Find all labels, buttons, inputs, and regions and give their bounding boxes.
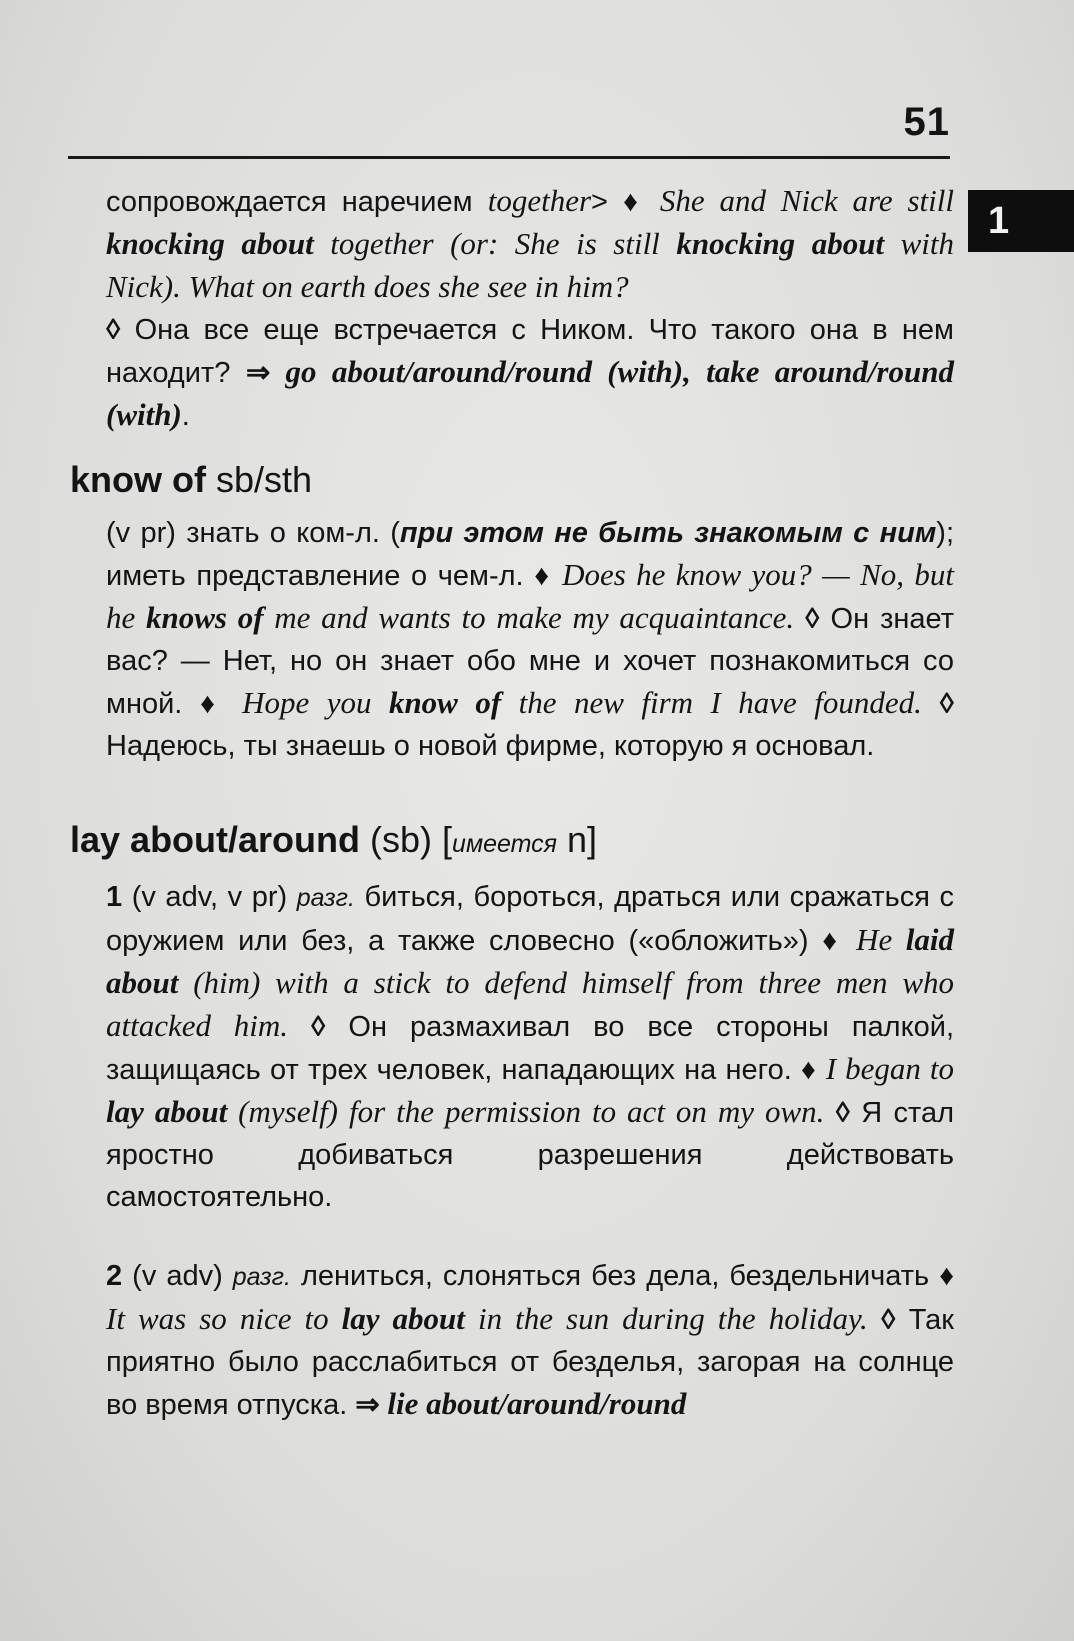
example-marker: ♦ [200, 688, 225, 720]
translation-marker: ◊ [824, 1097, 851, 1129]
cross-reference: lie about/around/round [379, 1386, 687, 1421]
section-tab: 1 [968, 190, 1074, 252]
headword-object: (sb) [ [360, 819, 453, 860]
headword-object: sb/sth [205, 459, 313, 500]
definition-text: биться, бороться, драться или сражаться с оружием или без, а также словесно («обложить») [106, 881, 954, 957]
example-text: Hope you know of the new firm I have founded. [224, 685, 922, 720]
example-marker: ♦ [534, 560, 552, 592]
example-marker: ♦ [801, 1054, 817, 1086]
entry-continuation [106, 180, 954, 437]
sense-number: 2 [106, 1260, 123, 1292]
translation-text: Так приятно было расслабиться от безделья, загорая на солнце во время отпуска. [106, 1304, 954, 1421]
example-marker: ♦ [822, 925, 843, 957]
headword-bold: know of [70, 459, 206, 500]
headword-bold: lay about/around [70, 819, 361, 860]
translation-marker: ◊ [106, 314, 121, 346]
sense-number: 1 [106, 881, 123, 913]
translation-text: Он размахивал во все стороны палкой, защищаясь от трех человек, нападающих на него. [106, 1011, 955, 1086]
grammar-code: (v adv) [122, 1260, 233, 1292]
translation-text: Она все еще встречается с Ником. Что такого она в нем находит? [106, 314, 954, 389]
translation-text: Надеюсь, ты знаешь о новой фирме, которую я основал. [106, 730, 875, 762]
example-marker: ♦ [939, 1260, 954, 1292]
headword-lay-about [70, 818, 950, 866]
example-text: It was so nice to lay about in the sun during the holiday. [106, 1301, 868, 1336]
translation-marker: ◊ [921, 688, 954, 720]
translation-text: Он знает вас? — Нет, но он знает обо мне и хочет познакомиться со мной. [106, 603, 955, 720]
definition-text-2: ); иметь представление о чем-л. [106, 517, 954, 592]
cross-reference: go about/around/round (with), take around/round (with) [106, 354, 954, 432]
translation-marker: ◊ [287, 1011, 326, 1043]
grammar-note: сопровождается наречием [106, 186, 488, 218]
definition-text: (v pr) знать о ком-л. ( [106, 517, 400, 549]
example-text: She and Nick are still knocking about together (or: She is still knocking about with Nick). What on earth does she see in him? [106, 183, 954, 304]
cross-ref-arrow: ⇒ [355, 1389, 380, 1421]
register-label: разг. [296, 884, 355, 912]
definition-text: лениться, слоняться без дела, бездельничать [290, 1260, 940, 1292]
translation-marker: ◊ [794, 603, 820, 635]
entry-lay-about-sense-2 [106, 1254, 954, 1426]
entry-lay-about-sense-1 [106, 876, 954, 1218]
usage-note: при этом не быть знакомым с ним [399, 517, 937, 549]
page-number: 51 [903, 100, 950, 144]
example-text: He laid about (him) with a stick to defend himself from three men who attacked him. [106, 922, 954, 1043]
entry-know-of [106, 512, 954, 767]
translation-marker: ◊ [867, 1304, 896, 1336]
translation-text: Я стал яростно добиваться разрешения действовать самостоятельно. [106, 1097, 955, 1213]
headword-end: n] [557, 819, 598, 860]
headword-note: имеется [452, 830, 558, 858]
entry-end: . [181, 400, 190, 432]
example-text: Does he know you? — No, but he knows of me and wants to make my acquaintance. [106, 557, 954, 635]
register-label: разг. [232, 1263, 291, 1291]
header-rule [68, 156, 950, 159]
grammar-word: together [487, 183, 592, 218]
grammar-code: (v adv, v pr) [122, 881, 297, 913]
example-text: I began to lay about (myself) for the permission to act on my own. [106, 1051, 954, 1129]
cross-ref-arrow: ⇒ [245, 357, 271, 389]
grammar-close: > [591, 186, 624, 218]
example-marker: ♦ [623, 186, 646, 218]
headword-know-of [70, 458, 950, 502]
